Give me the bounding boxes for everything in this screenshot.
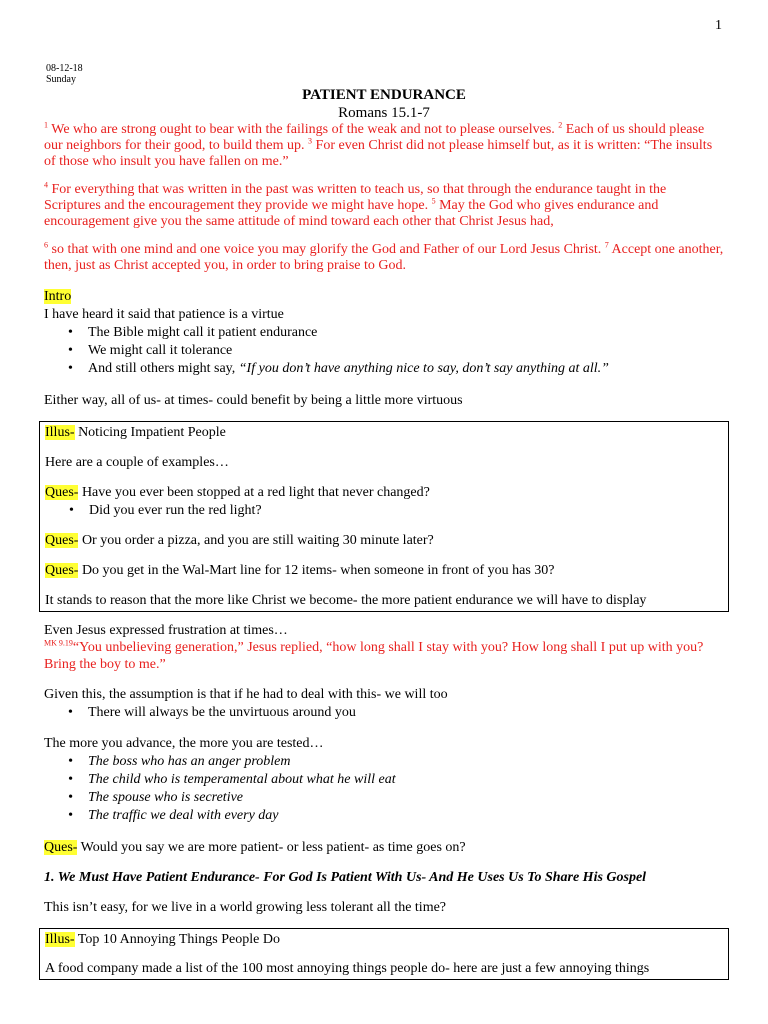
ques-label: Ques- [45, 533, 79, 548]
list-item: • The boss who has an anger problem [88, 753, 730, 771]
ques-label: Ques- [45, 485, 79, 500]
verse-number: 2 [558, 120, 563, 130]
sermon-title: PATIENT ENDURANCE [302, 87, 466, 103]
scripture-paragraph-3 [44, 242, 724, 274]
ques-label: Ques- [45, 563, 79, 578]
illus-label: Illus- [45, 932, 75, 947]
point-heading-1: 1. We Must Have Patient Endurance- For God Is Patient With Us- And He Uses Us To Share His Gospel [44, 870, 647, 885]
illustration-box-impatient [39, 421, 729, 612]
question-text: Or you order a pizza, and you are still waiting 30 minute later? [78, 533, 434, 548]
list-item: • The spouse who is secretive [88, 789, 730, 807]
day: Sunday [46, 74, 76, 85]
page-number: 1 [715, 18, 722, 33]
verse-number: 4 [44, 180, 48, 190]
list-item: • There will always be the unvirtuous around you [88, 704, 730, 722]
intro-section [44, 288, 730, 378]
verse-text: We who are strong ought to bear with the failings of the weak and not to please ourselves. [48, 122, 559, 137]
list-item [88, 360, 730, 378]
intro-bullets [44, 324, 730, 378]
verse-reference: MK 9.19 [44, 638, 73, 648]
verse-text: Each of us should please our neighbors for their good, to build them up. [44, 122, 705, 153]
jesus-line: Even Jesus expressed frustration at times… [44, 623, 288, 638]
question-line [44, 839, 730, 857]
illus-title: Noticing Impatient People [74, 425, 226, 440]
illus-title: Top 10 Annoying Things People Do [74, 932, 280, 947]
examples-line: Here are a couple of examples… [45, 455, 229, 470]
illustration-box-annoying [39, 928, 729, 980]
illus-label: Illus- [45, 425, 75, 440]
advance-section [44, 735, 730, 825]
verse-text: so that with one mind and one voice you may glorify the God and Father of our Lord Jesus Christ. [48, 242, 605, 257]
given-line: Given this, the assumption is that if he had to deal with this- we will too [44, 687, 448, 702]
question-text: Would you say we are more patient- or less patient- as time goes on? [77, 840, 466, 855]
list-item: • The Bible might call it patient endurance [88, 324, 730, 342]
list-item: • Did you ever run the red light? [69, 503, 262, 518]
reason-line: It stands to reason that the more like Christ we become- the more patient endurance we will have to display [45, 593, 647, 608]
either-way-line: Either way, all of us- at times- could benefit by being a little more virtuous [44, 393, 463, 408]
date-block [46, 63, 83, 85]
scripture-reference: Romans 15.1-7 [338, 105, 430, 121]
question-text: Do you get in the Wal-Mart line for 12 items- when someone in front of you has 30? [78, 563, 555, 578]
ques-label: Ques- [44, 840, 78, 855]
verse-text: Accept one another, then, just as Christ accepted you, in order to bring praise to God. [44, 242, 724, 273]
list-item: • We might call it tolerance [88, 342, 730, 360]
bullet-text: Did you ever run the red light? [89, 503, 262, 518]
verse-number: 3 [308, 136, 313, 146]
verse-number: 5 [431, 196, 436, 206]
advance-line: The more you advance, the more you are tested… [44, 736, 324, 751]
illus-text: A food company made a list of the 100 most annoying things people do- here are just a few annoying things [45, 961, 650, 976]
bullet-prefix: And still others might say, [88, 361, 239, 376]
verse-text: For everything that was written in the past was written to teach us, so that through the endurance taught in the Scriptures and the encouragement they provide we might have hope. [44, 182, 667, 213]
tolerant-line: This isn’t easy, for we live in a world growing less tolerant all the time? [44, 900, 447, 915]
verse-number: 7 [604, 240, 609, 250]
intro-line: I have heard it said that patience is a virtue [44, 307, 284, 322]
date: 08-12-18 [46, 63, 83, 74]
scripture-paragraph-1 [44, 122, 724, 170]
verse-text: May the God who gives endurance and encouragement give you the same attitude of mind toward each other that Christ Jesus had, [44, 198, 659, 229]
list-item: • The traffic we deal with every day [88, 807, 730, 825]
verse-number: 6 [44, 240, 48, 250]
given-section [44, 686, 730, 722]
scripture-paragraph-2 [44, 182, 724, 230]
mark-quote [44, 639, 730, 673]
question-text: Have you ever been stopped at a red light that never changed? [78, 485, 430, 500]
quote-text: “You unbelieving generation,” Jesus replied, “how long shall I stay with you? How long shall I put up with you? Bring the boy to me.” [44, 640, 704, 672]
bullet-quote: “If you don’t have anything nice to say, don’t say anything at all.” [238, 361, 609, 376]
intro-label: Intro [44, 289, 72, 304]
verse-text: For even Christ did not please himself but, as it is written: “The insults of those who insult you have fallen on me.” [44, 138, 713, 169]
verse-number: 1 [44, 120, 48, 130]
list-item: • The child who is temperamental about what he will eat [88, 771, 730, 789]
